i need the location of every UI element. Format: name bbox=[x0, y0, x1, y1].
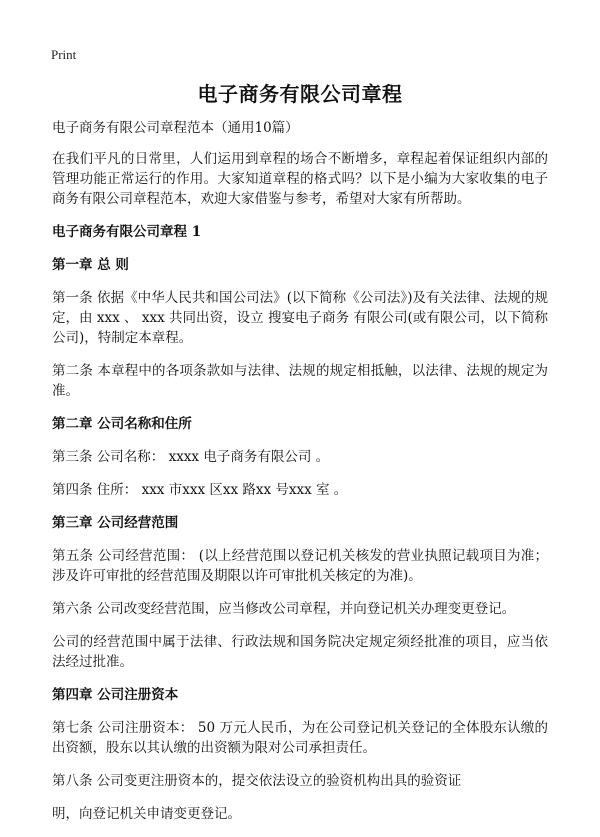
article-8-continued: 明，向登记机关申请变更登记。 bbox=[52, 806, 241, 822]
article-8: 第八条 公司变更注册资本的，提交依法设立的验资机构出具的验资证 bbox=[52, 773, 462, 789]
chapter-4-heading: 第四章 公司注册资本 bbox=[52, 687, 179, 703]
scope-approval-note: 公司的经营范围中属于法律、行政法规和国务院决定规定须经批准的项目，应当依法经过批准。 bbox=[52, 634, 548, 670]
article-5: 第五条 公司经营范围： (以上经营范围以登记机关核发的营业执照记载项目为准；涉及许可审批的经营范围及期限以许可审批机关核定的为准)。 bbox=[52, 548, 548, 584]
section-title: 电子商务有限公司章程 1 bbox=[52, 224, 202, 240]
page-title: 电子商务有限公司章程 bbox=[197, 82, 403, 106]
chapter-1-heading: 第一章 总 则 bbox=[52, 257, 129, 273]
article-4: 第四条 住所： xxx 市xxx 区xx 路xx 号xxx 室 。 bbox=[52, 482, 348, 498]
article-7: 第七条 公司注册资本： 50 万元人民币，为在公司登记机关登记的全体股东认缴的出资额，股东以其认缴的出资额为限对公司承担责任。 bbox=[52, 720, 548, 756]
article-2: 第二条 本章程中的各项条款如与法律、法规的规定相抵触，以法律、法规的规定为准。 bbox=[52, 363, 548, 399]
article-3: 第三条 公司名称： xxxx 电子商务有限公司 。 bbox=[52, 449, 330, 465]
intro-paragraph: 在我们平凡的日常里，人们运用到章程的场合不断增多，章程起着保证组织内部的管理功能正常运行的作用。大家知道章程的格式吗？以下是小编为大家收集的电子商务有限公司章程范本，欢迎大家借鉴与参考，希望对大家有所帮助。 bbox=[52, 151, 548, 207]
chapter-3-heading: 第三章 公司经营范围 bbox=[52, 515, 179, 531]
document-body bbox=[52, 118, 548, 837]
article-1: 第一条 依据《中华人民共和国公司法》(以下简称《公司法》)及有关法律、法规的规定，由 xxx 、 xxx 共同出资，设立 搜宴电子商务 有限公司(或有限公司，以下简称公司)，特制定本章程。 bbox=[52, 290, 548, 346]
article-6: 第六条 公司改变经营范围，应当修改公司章程，并向登记机关办理变更登记。 bbox=[52, 601, 516, 617]
document-subtitle: 电子商务有限公司章程范本（通用10篇） bbox=[52, 120, 299, 136]
print-link[interactable]: Print bbox=[51, 47, 77, 62]
chapter-2-heading: 第二章 公司名称和住所 bbox=[52, 416, 192, 432]
